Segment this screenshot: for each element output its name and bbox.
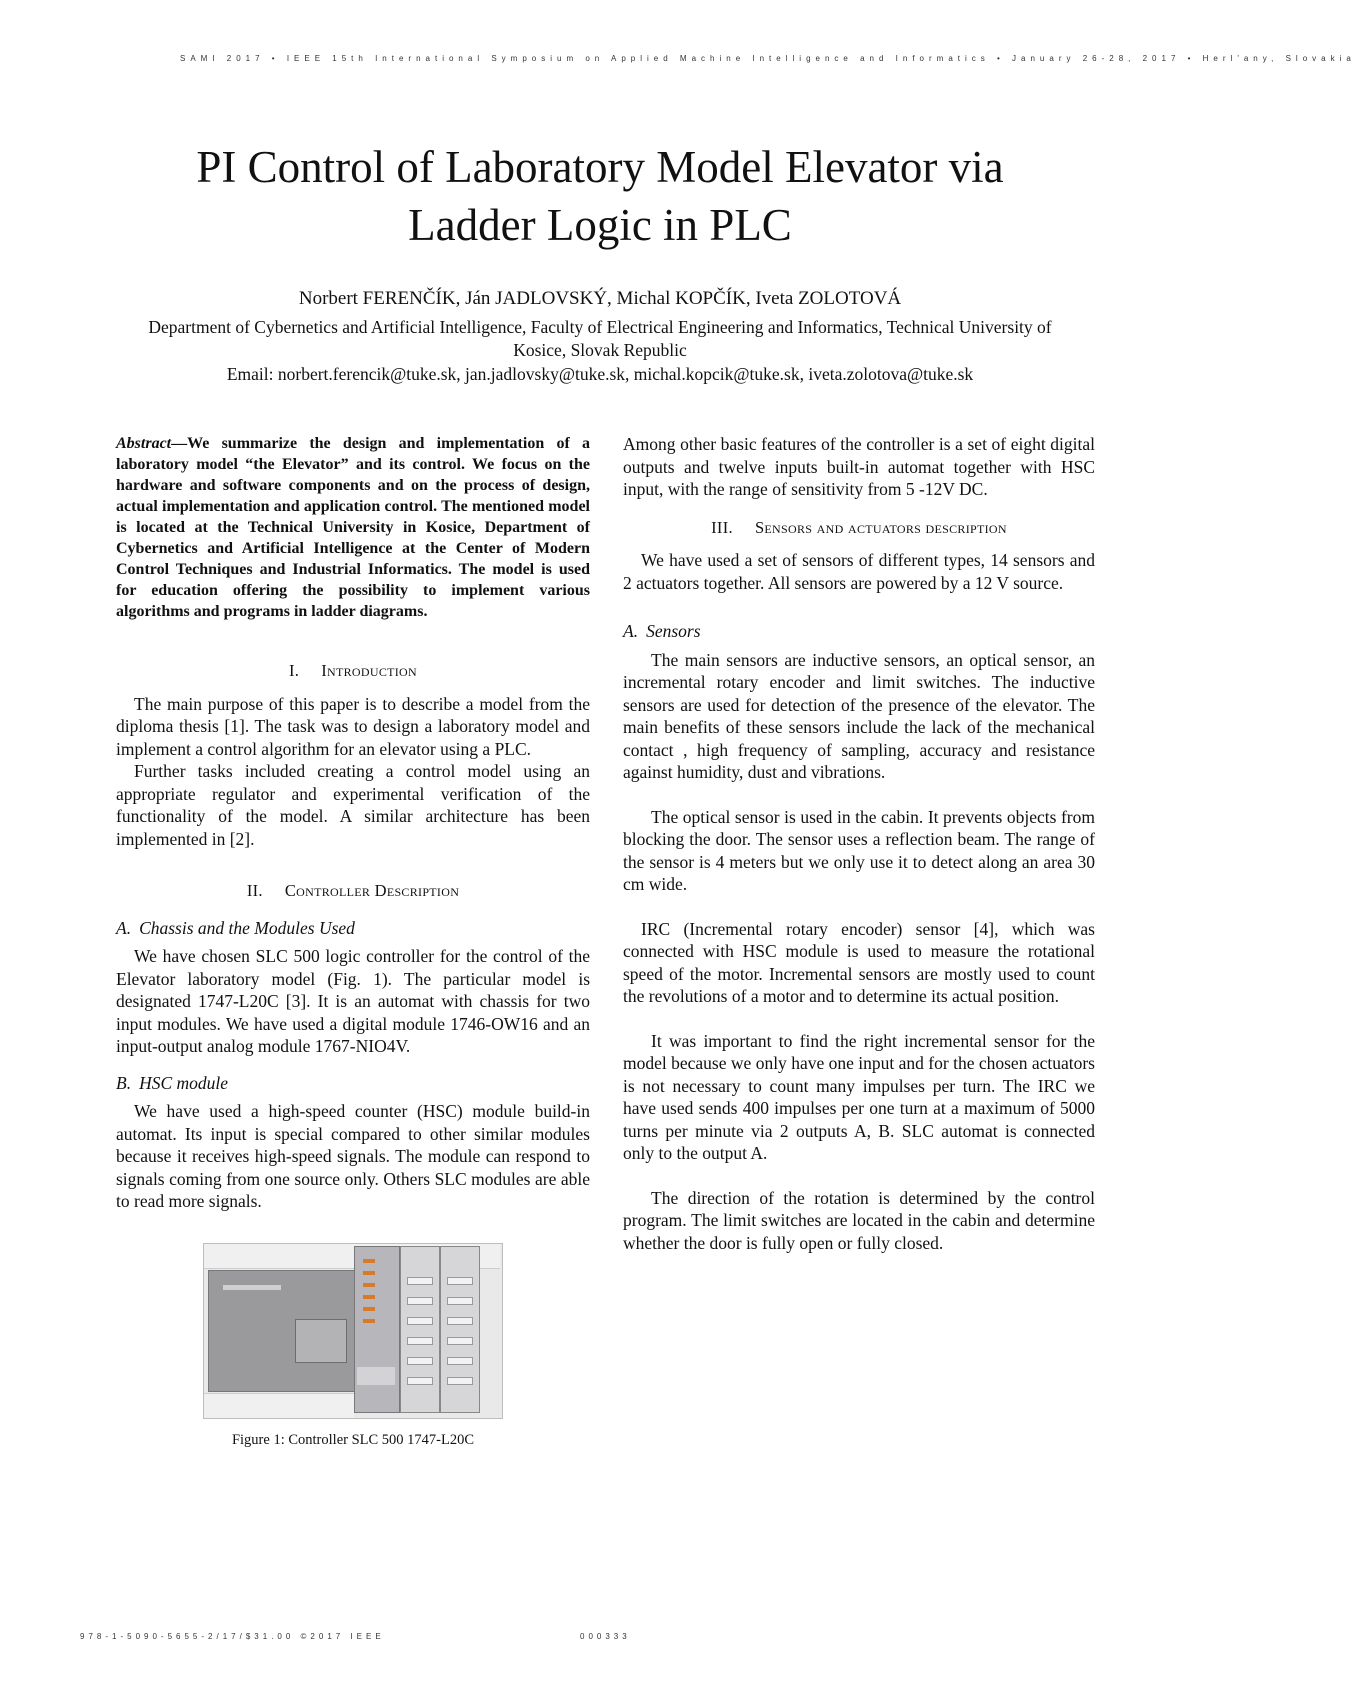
io-module bbox=[440, 1246, 480, 1413]
abstract bbox=[116, 433, 590, 622]
subsection-heading-chassis bbox=[116, 917, 590, 940]
subsection-heading-sensors bbox=[623, 620, 1095, 643]
paragraph-gap bbox=[623, 896, 1095, 918]
status-led bbox=[363, 1319, 375, 1323]
terminal-slot bbox=[407, 1277, 433, 1285]
status-led bbox=[363, 1295, 375, 1299]
mounting-rail-bottom bbox=[204, 1393, 354, 1418]
terminal-slot bbox=[407, 1357, 433, 1365]
title-line-2: Ladder Logic in PLC bbox=[408, 200, 792, 250]
subsection-title: Chassis and the Modules Used bbox=[139, 917, 355, 938]
section-title: Introduction bbox=[321, 661, 417, 680]
plc-controller-image bbox=[203, 1243, 503, 1419]
title-line-1: PI Control of Laboratory Model Elevator via bbox=[196, 142, 1004, 192]
footer-page-number: 000333 bbox=[580, 1632, 631, 1641]
right-column bbox=[623, 433, 1095, 1254]
subsection-title: HSC module bbox=[139, 1072, 229, 1093]
status-led bbox=[363, 1271, 375, 1275]
status-led bbox=[363, 1259, 375, 1263]
subsection-number: B. bbox=[116, 1072, 132, 1093]
terminal-slot bbox=[447, 1277, 473, 1285]
left-column bbox=[116, 433, 590, 1452]
abstract-text: —We summarize the design and implementation of a laboratory model “the Elevator” and its control. We focus on the hardware and software components and on the process of design, actual implementation and application control. The mentioned model is located at the Technical University in Kosice, Department of Cybernetics and Artificial Intelligence at the Center of Modern Control Techniques and Industrial Informatics. The model is used for education offering the possibility to implement various algorithms and programs in ladder diagrams. bbox=[116, 435, 590, 620]
terminal-slot bbox=[447, 1337, 473, 1345]
terminal-slot bbox=[447, 1297, 473, 1305]
section-number: III. bbox=[711, 517, 733, 537]
module-label bbox=[357, 1367, 395, 1385]
subsection-heading-hsc bbox=[116, 1072, 590, 1095]
section-heading-introduction bbox=[116, 660, 590, 683]
terminal-slot bbox=[447, 1357, 473, 1365]
chassis-door bbox=[295, 1319, 347, 1363]
section-title: Controller Description bbox=[284, 881, 460, 900]
section-heading-sensors-actuators bbox=[623, 517, 1095, 540]
terminal-slot bbox=[447, 1377, 473, 1385]
intro-paragraph-2: Further tasks included creating a control model using an appropriate regulator and experimental verification of the functionality of the model. A similar architecture has been implemented in [2]. bbox=[116, 761, 590, 849]
hsc-paragraph: We have used a high-speed counter (HSC) module build-in automat. Its input is special compared to other similar modules because it receives high-speed signals. The module can respond to signals coming from one source only. Others SLC modules are able to read more signals. bbox=[116, 1101, 590, 1211]
plc-chassis bbox=[208, 1270, 355, 1392]
sensors-paragraph-5: The direction of the rotation is determined by the control program. The limit switches are located in the cabin and determine whether the door is fully open or fully closed. bbox=[623, 1187, 1095, 1253]
figure-1 bbox=[116, 1243, 590, 1452]
io-module bbox=[400, 1246, 440, 1413]
paper-title bbox=[80, 138, 1120, 254]
section-heading-controller bbox=[116, 880, 590, 903]
sensors-paragraph-2: The optical sensor is used in the cabin. It prevents objects from blocking the door. The sensor uses a reflection beam. The range of the sensor is 4 meters but we only use it to detect along an area 30 cm wide. bbox=[623, 806, 1095, 894]
sensors-actuators-paragraph: We have used a set of sensors of different types, 14 sensors and 2 actuators together. All sensors are powered by a 12 V source. bbox=[623, 550, 1095, 593]
subsection-title: Sensors bbox=[646, 621, 701, 641]
sensors-paragraph-4: It was important to find the right incremental sensor for the model because we only have one input and for the chosen actuators is not necessary to count many impulses per turn. The IRC we have used sends 400 impulses per one turn at a maximum of 5000 turns per minute via 2 outputs A, B. SLC automat is connected only to the output A. bbox=[623, 1030, 1095, 1163]
section-title: Sensors and actuators description bbox=[754, 517, 1007, 537]
brand-plate bbox=[223, 1285, 281, 1290]
controller-features-paragraph: Among other basic features of the controller is a set of eight digital outputs and twelve inputs built-in automat together with HSC input, with the range of sensitivity from 5 -12V DC. bbox=[623, 434, 1095, 499]
affiliation: Department of Cybernetics and Artificial Intelligence, Faculty of Electrical Engineering and Informatics, Technical University of Kosice, Slovak Republic bbox=[148, 317, 1052, 360]
authors: Norbert FERENČÍK, Ján JADLOVSKÝ, Michal KOPČÍK, Iveta ZOLOTOVÁ bbox=[298, 288, 902, 309]
sensors-paragraph-3: IRC (Incremental rotary encoder) sensor [4], which was connected with HSC module is used to measure the rotational speed of the motor. Incremental sensors are mostly used to count the revolutions of a motor and to determine its actual position. bbox=[623, 918, 1095, 1006]
terminal-slot bbox=[407, 1297, 433, 1305]
processor-module bbox=[354, 1246, 400, 1413]
intro-paragraph-1: The main purpose of this paper is to describe a model from the diploma thesis [1]. The task was to design a laboratory model and implement a control algorithm for an elevator using a PLC. bbox=[116, 693, 590, 759]
terminal-slot bbox=[407, 1377, 433, 1385]
subsection-number: A. bbox=[623, 621, 639, 641]
abstract-label: Abstract bbox=[116, 435, 172, 452]
paragraph-gap bbox=[623, 784, 1095, 806]
running-header: SAMI 2017 • IEEE 15th International Symposium on Applied Machine Intelligence and Informatics • January 26-28, 2017 • Herl'any, Slovakia bbox=[180, 54, 1356, 63]
paragraph-gap bbox=[623, 1008, 1095, 1030]
section-number: II. bbox=[246, 881, 263, 900]
terminal-slot bbox=[407, 1317, 433, 1325]
figure-caption: Figure 1: Controller SLC 500 1747-L20C bbox=[231, 1432, 475, 1448]
terminal-slot bbox=[407, 1337, 433, 1345]
status-led bbox=[363, 1307, 375, 1311]
terminal-slot bbox=[447, 1317, 473, 1325]
paragraph-gap bbox=[623, 1165, 1095, 1187]
footer-copyright: 978-1-5090-5655-2/17/$31.00 ©2017 IEEE bbox=[80, 1632, 385, 1641]
section-number: I. bbox=[289, 661, 300, 680]
sensors-paragraph-1: The main sensors are inductive sensors, an optical sensor, an incremental rotary encoder and limit switches. The inductive sensors are used for detection of the presence of the elevator. The main benefits of these sensors include the lack of the mechanical contact , high frequency of sampling, accuracy and resistance against humidity, dust and vibrations. bbox=[623, 649, 1095, 782]
subsection-number: A. bbox=[116, 917, 132, 938]
status-led bbox=[363, 1283, 375, 1287]
chassis-paragraph: We have chosen SLC 500 logic controller for the control of the Elevator laboratory model (Fig. 1). The particular model is designated 1747-L20C [3]. It is an automat with chassis for two input modules. We have used a digital module 1746-OW16 and an input-output analog module 1767-NIO4V. bbox=[116, 946, 590, 1056]
email-line: Email: norbert.ferencik@tuke.sk, jan.jadlovsky@tuke.sk, michal.kopcik@tuke.sk, iveta.zolotova@tuke.sk bbox=[226, 364, 974, 384]
